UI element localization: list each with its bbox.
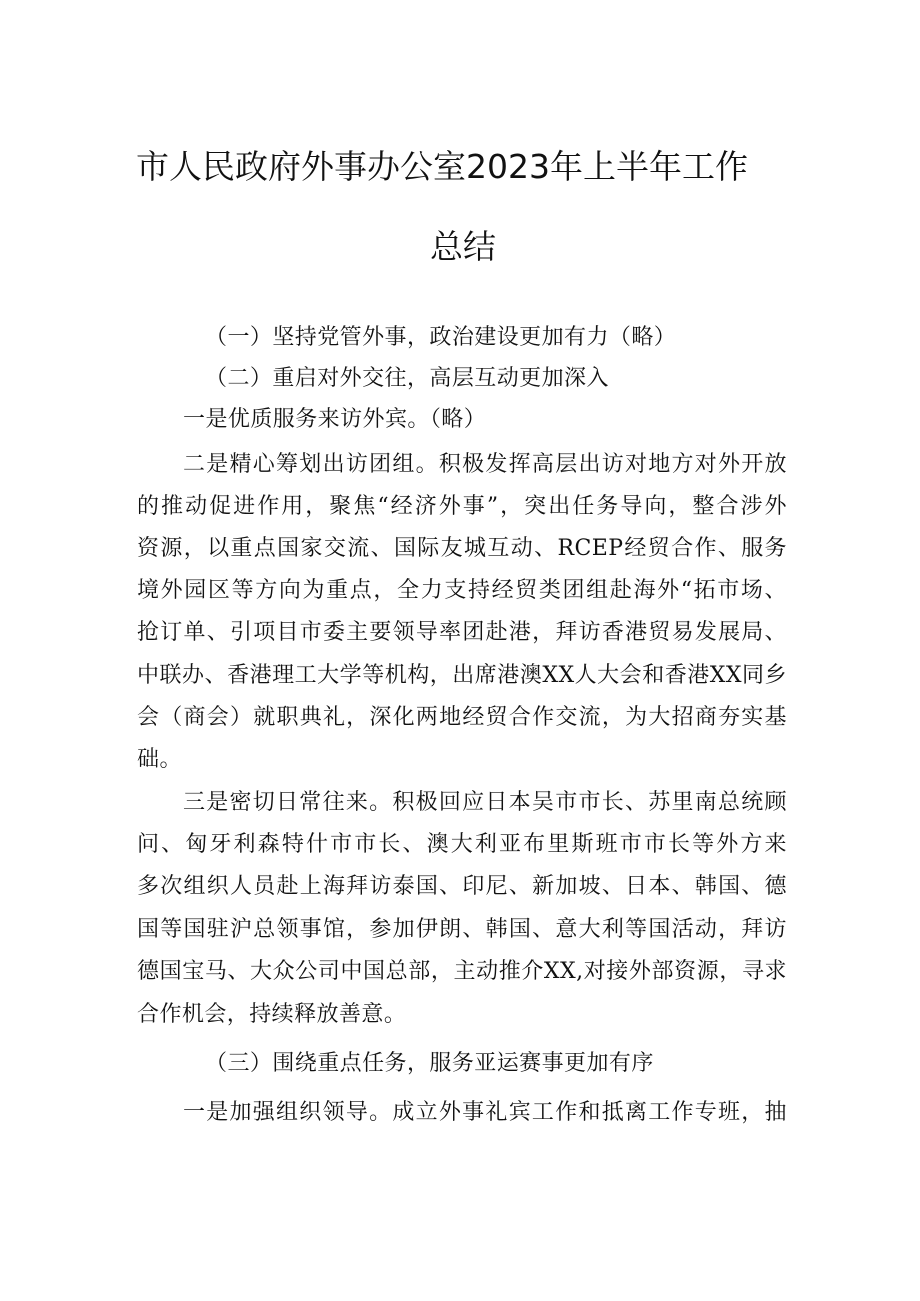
- paragraph-line: 德国宝马、大众公司中国总部，主动推介XX,对接外部资源，寻求: [137, 959, 787, 984]
- paragraph-line: 多次组织人员赴上海拜访泰国、印尼、新加坡、日本、韩国、德: [137, 874, 787, 899]
- paragraph-line: 础。: [137, 747, 182, 772]
- paragraph-line: 中联办、香港理工大学等机构，出席港澳XX人大会和香港XX同乡: [137, 663, 787, 688]
- paragraph-line: 合作机会，持续释放善意。: [137, 1002, 407, 1027]
- paragraph-line: 会（商会）就职典礼，深化两地经贸合作交流，为大招商夯实基: [137, 705, 787, 730]
- paragraph-line: 一是加强组织领导。成立外事礼宾工作和抵离工作专班，抽: [183, 1100, 787, 1125]
- paragraph-line: 三是密切日常往来。积极回应日本吴市市长、苏里南总统顾: [183, 790, 787, 815]
- paragraph-line: 二是精心筹划出访团组。积极发挥高层出访对地方对外开放: [183, 452, 787, 477]
- section-heading-3: （三）围绕重点任务，服务亚运赛事更加有序: [205, 1051, 654, 1076]
- paragraph-line: 抢订单、引项目市委主要领导率团赴港，拜访香港贸易发展局、: [137, 620, 787, 645]
- paragraph-line: 问、匈牙利森特什市市长、澳大利亚布里斯班市市长等外方来: [137, 832, 787, 857]
- paragraph-line: 的推动促进作用，聚焦“经济外事”，突出任务导向，整合涉外: [137, 494, 787, 519]
- document-title-line-1: 市人民政府外事办公室2023年上半年工作: [136, 147, 748, 186]
- paragraph-line: 国等国驻沪总领事馆，参加伊朗、韩国、意大利等国活动，拜访: [137, 917, 787, 942]
- paragraph-line: 一是优质服务来访外宾。（略）: [183, 407, 487, 432]
- document-title-line-2: 总结: [430, 227, 496, 266]
- paragraph-line: 资源，以重点国家交流、国际友城互动、RCEP经贸合作、服务: [137, 536, 787, 561]
- section-heading-2: （二）重启对外交往，高层互动更加深入: [205, 366, 609, 391]
- section-heading-1: （一）坚持党管外事，政治建设更加有力（略）: [205, 325, 677, 350]
- paragraph-line: 境外园区等方向为重点，全力支持经贸类团组赴海外“拓市场、: [137, 578, 787, 603]
